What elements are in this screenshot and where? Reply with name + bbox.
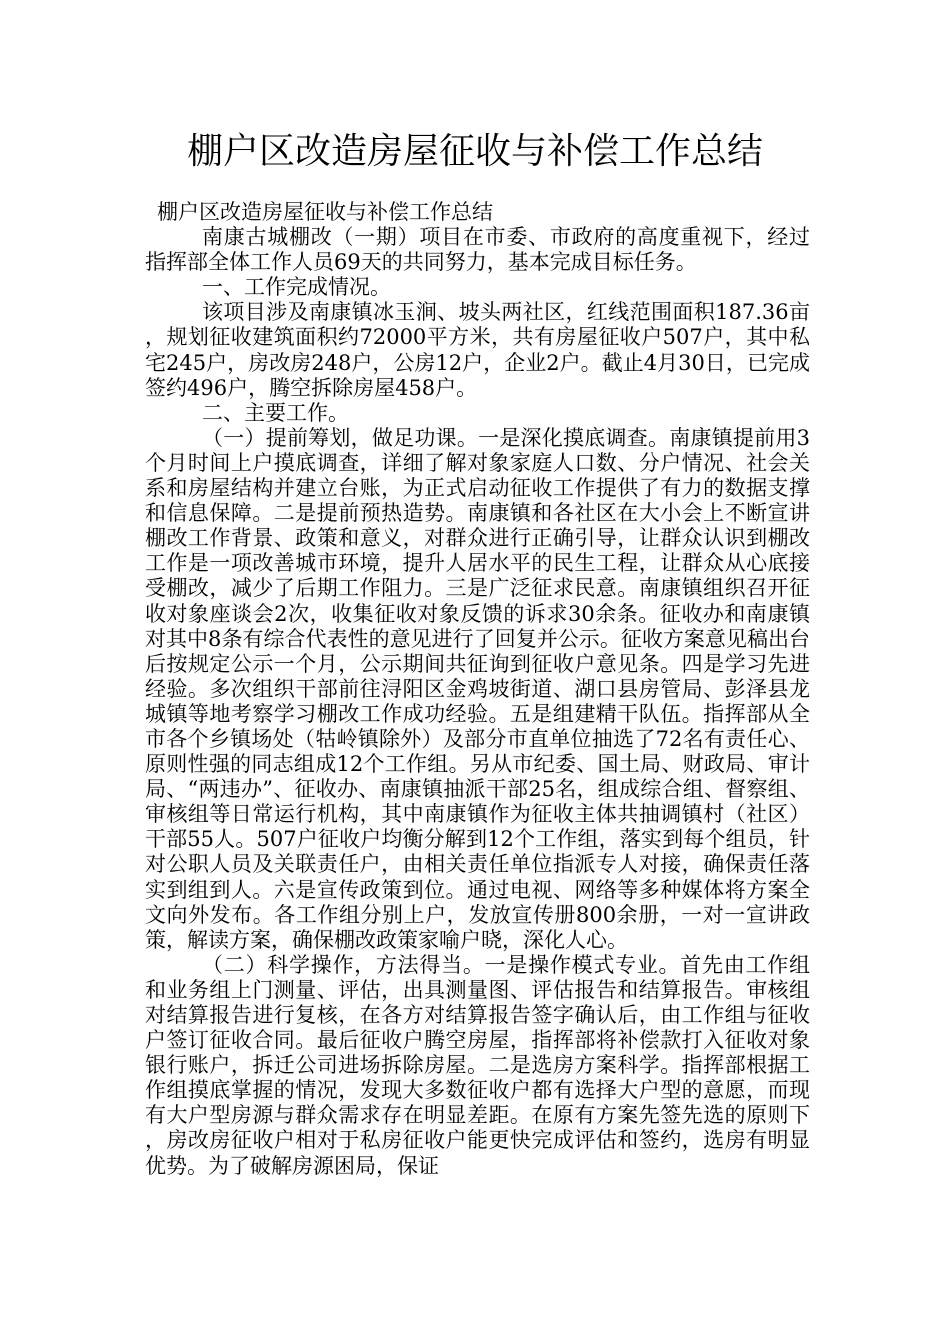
operation-paragraph: （二）科学操作，方法得当。一是操作模式专业。首先由工作组和业务组上门测量、评估，出具测量图、评估报告和结算报告。审核组对结算报告进行复核，在各方对结算报告签字确认后，由工作组与征收户签订征收合同。最后征收户腾空房屋，指挥部将补偿款打入征收对象银行账户，拆迁公司进场拆除房屋。二是选房方案科学。指挥部根据工作组摸底掌握的情况，发现大多数征收户都有选择大户型的意愿，而现有大户型房源与群众需求存在明显差距。在原有方案先签先选的原则下，房改房征收户相对于私房征收户能更快完成评估和签约，选房有明显优势。为了破解房源困局，保证	[145, 952, 810, 1178]
section-heading-work-status: 一、工作完成情况。	[202, 275, 391, 300]
document-title: 棚户区改造房屋征收与补偿工作总结	[186, 131, 763, 172]
planning-paragraph: （一）提前筹划，做足功课。一是深化摸底调查。南康镇提前用3个月时间上户摸底调查，详细了解对象家庭人口数、分户情况、社会关系和房屋结构并建立台账，为正式启动征收工作提供了有力的数据支撑和信息保障。二是提前预热造势。南康镇和各社区在大小会上不断宣讲棚改工作背景、政策和意义，对群众进行正确引导，让群众认识到棚改工作是一项改善城市环境，提升人居水平的民生工程，让群众从心底接受棚改，减少了后期工作阻力。三是广泛征求民意。南康镇组织召开征收对象座谈会2次，收集征收对象反馈的诉求30余条。征收办和南康镇对其中8条有综合代表性的意见进行了回复并公示。征收方案意见稿出台后按规定公示一个月，公示期间共征询到征收户意见条。四是学习先进经验。多次组织干部前往浔阳区金鸡坡街道、湖口县房管局、彭泽县龙城镇等地考察学习棚改工作成功经验。五是组建精干队伍。指挥部从全市各个乡镇场处（牯岭镇除外）及部分市直单位抽选了72名有责任心、原则性强的同志组成12个工作组。另从市纪委、国土局、财政局、审计局、“两违办”、征收办、南康镇抽派干部25名，组成综合组、督察组、审核组等日常运行机构，其中南康镇作为征收主体共抽调镇村（社区）干部55人。507户征收户均衡分解到12个工作组，落实到每个组员，针对公职人员及关联责任户，由相关责任单位指派专人对接，确保责任落实到组到人。六是宣传政策到位。通过电视、网络等多种媒体将方案全文向外发布。各工作组分别上户，发放宣传册800余册，一对一宣讲政策，解读方案，确保棚改政策家喻户晓，深化人心。	[145, 425, 810, 952]
intro-paragraph: 南康古城棚改（一期）项目在市委、市政府的高度重视下，经过指挥部全体工作人员69天的共同努力，基本完成目标任务。	[145, 225, 810, 275]
project-overview-paragraph: 该项目涉及南康镇冰玉涧、坡头两社区，红线范围面积187.36亩，规划征收建筑面积约72000平方米，共有房屋征收户507户，其中私宅245户，房改房248户，公房12户，企业2户。截止4月30日，已完成签约496户，腾空拆除房屋458户。	[145, 300, 810, 400]
document-body	[145, 200, 810, 1179]
section-heading-main-work: 二、主要工作。	[202, 400, 349, 425]
document-subtitle: 棚户区改造房屋征收与补偿工作总结	[157, 200, 493, 224]
